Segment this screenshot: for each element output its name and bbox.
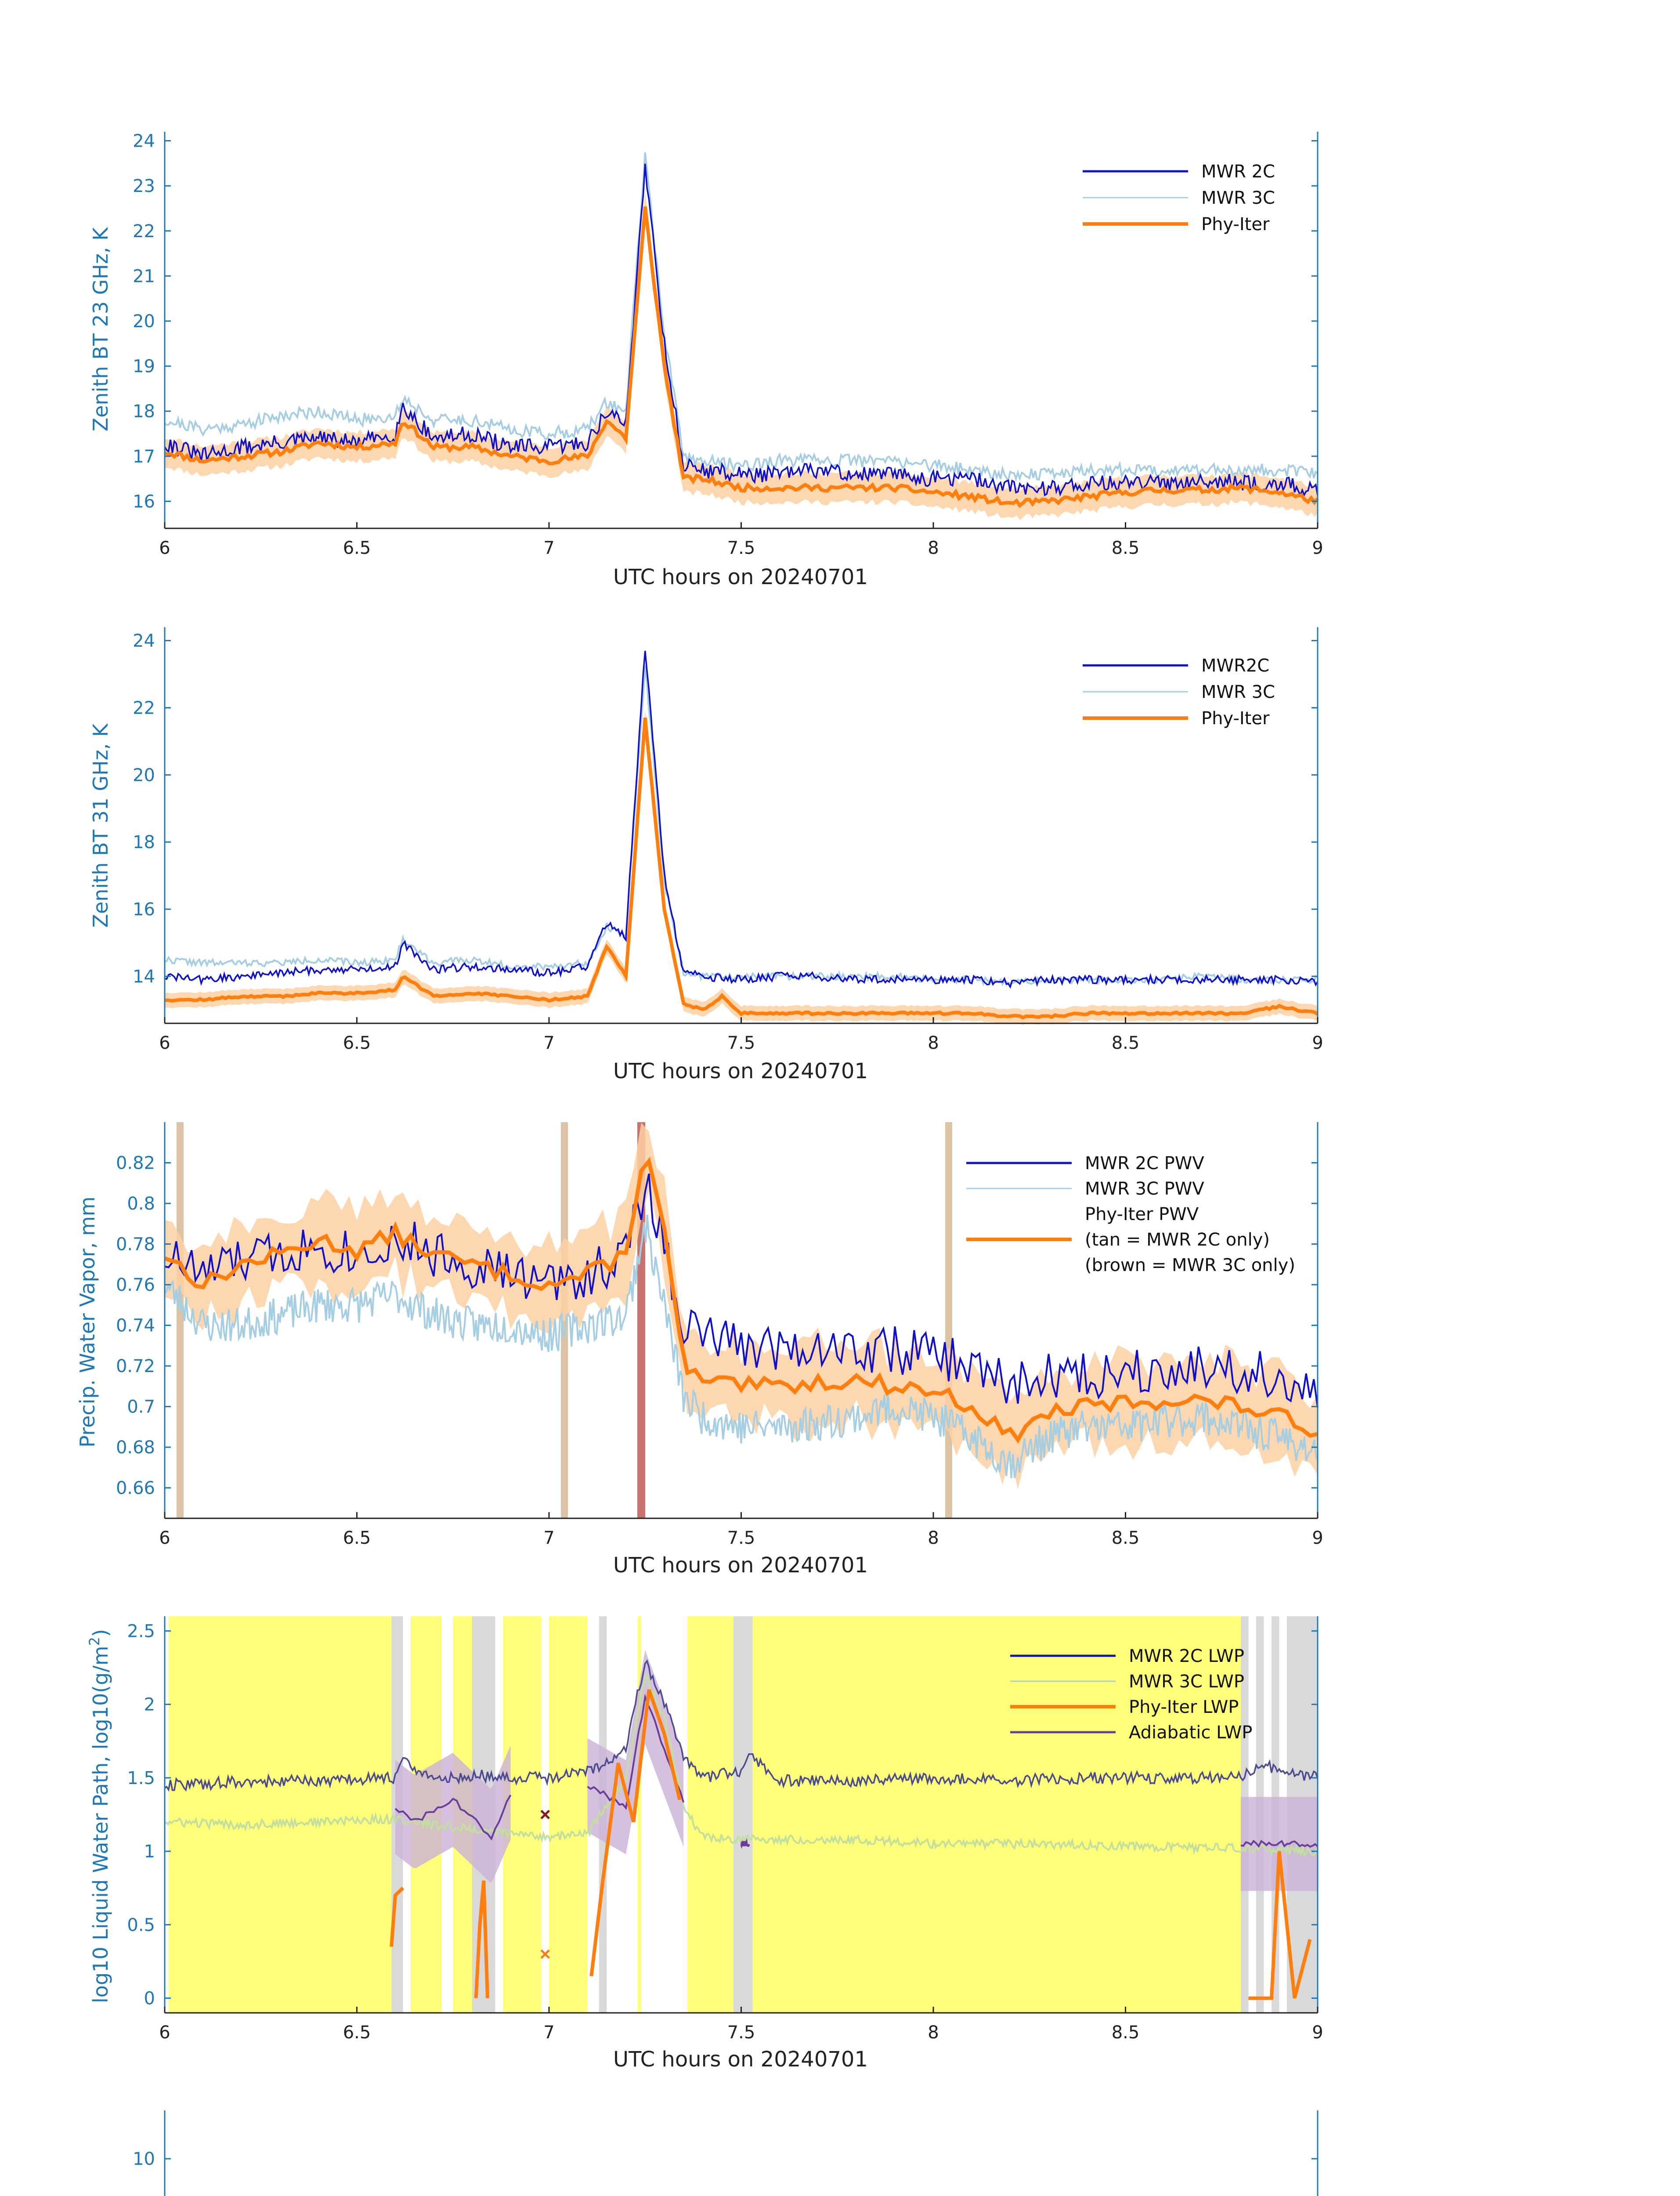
panel-bt31 — [89, 627, 1323, 1084]
pwv-legend — [966, 1153, 1295, 1275]
lwp-legend-entry: Phy-Iter LWP — [1129, 1697, 1239, 1717]
lwp-x-axis-label: UTC hours on 20240701 — [613, 2047, 868, 2072]
pwv-legend-entry: (tan = MWR 2C only) — [1085, 1230, 1270, 1250]
pwv-y-tick-label: 0.76 — [116, 1275, 155, 1296]
pwv-x-axis-label: UTC hours on 20240701 — [613, 1553, 868, 1578]
lwp-y-axis-label-sup: 2 — [86, 1636, 103, 1646]
lwp-marker-x — [541, 1811, 549, 1819]
lwp-x-tick-label: 6 — [159, 2023, 170, 2043]
bt23-x-tick-label: 7 — [543, 538, 555, 558]
bt23-legend-entry: Phy-Iter — [1201, 214, 1270, 235]
bt23-x-tick-label: 7.5 — [727, 538, 755, 558]
bt23-x-tick-label: 9 — [1312, 538, 1323, 558]
bt23-y-tick-label: 20 — [133, 311, 155, 332]
bt23-x-axis-label: UTC hours on 20240701 — [613, 565, 868, 589]
lwp-x-tick-label: 8.5 — [1111, 2023, 1140, 2043]
bt31-x-tick-label: 8.5 — [1111, 1033, 1140, 1053]
pwv-x-tick-label: 6 — [159, 1528, 170, 1548]
lwp-marker-x — [541, 1950, 549, 1958]
bt31-axes-frame — [165, 627, 1318, 1023]
lwp-legend-entry: MWR 3C LWP — [1129, 1672, 1244, 1692]
dq-y-ticks — [133, 2149, 1318, 2196]
lwp-y-axis-label — [86, 1629, 112, 2003]
lwp-x-tick-label: 7 — [543, 2023, 555, 2043]
lwp-y-tick-label: 2 — [144, 1694, 155, 1715]
bt23-uncertainty-bands — [165, 192, 1318, 520]
bt23-y-tick-label: 16 — [133, 491, 155, 512]
pwv-y-tick-label: 0.8 — [127, 1194, 155, 1214]
bt23-y-tick-label: 18 — [133, 401, 155, 422]
bt23-axes-frame — [165, 132, 1318, 528]
panel-pwv — [76, 1122, 1323, 1578]
lwp-clear-sky-span — [169, 1616, 392, 2013]
pwv-x-tick-label: 9 — [1312, 1528, 1323, 1548]
pwv-x-tick-label: 8.5 — [1111, 1528, 1140, 1548]
bt23-x-ticks — [159, 522, 1323, 558]
bt23-legend-entry: MWR 2C — [1201, 162, 1275, 182]
pwv-y-tick-label: 0.82 — [116, 1153, 155, 1174]
bt31-legend — [1083, 656, 1275, 729]
bt23-y-axis-label: Zenith BT 23 GHz, K — [89, 227, 112, 432]
pwv-legend-entry: (brown = MWR 3C only) — [1085, 1255, 1295, 1275]
pwv-y-tick-label: 0.72 — [116, 1356, 155, 1377]
pwv-legend-entry: Phy-Iter PWV — [1085, 1204, 1199, 1224]
bt31-y-tick-label: 20 — [133, 765, 155, 786]
pwv-x-ticks — [159, 1512, 1323, 1548]
bt23-x-tick-label: 8 — [928, 538, 939, 558]
bt31-y-tick-label: 18 — [133, 832, 155, 853]
lwp-y-axis-label-main: log10 Liquid Water Path, log10(g/m — [89, 1646, 112, 2003]
lwp-y-tick-label: 1 — [144, 1842, 155, 1862]
bt31-y-axis-label: Zenith BT 31 GHz, K — [89, 723, 112, 928]
bt31-x-ticks — [159, 1017, 1323, 1053]
lwp-clear-sky-span — [687, 1616, 733, 2013]
lwp-legend-entry: Adiabatic LWP — [1129, 1723, 1253, 1743]
panel-lwp — [86, 1616, 1323, 2072]
pwv-x-tick-label: 6.5 — [343, 1528, 371, 1548]
bt31-x-axis-label: UTC hours on 20240701 — [613, 1059, 868, 1084]
lwp-legend-entry: MWR 2C LWP — [1129, 1646, 1244, 1666]
bt23-y-tick-label: 22 — [133, 221, 155, 242]
bt23-x-tick-label: 6.5 — [343, 538, 371, 558]
bt31-legend-entry: Phy-Iter — [1201, 708, 1270, 729]
pwv-y-axis-label: Precip. Water Vapor, mm — [76, 1196, 99, 1448]
pwv-tan-marker — [945, 1122, 952, 1518]
panel-bt23 — [89, 131, 1323, 589]
pwv-x-tick-label: 7.5 — [727, 1528, 755, 1548]
bt31-x-tick-label: 7 — [543, 1033, 555, 1053]
dq-axes-frame — [165, 2110, 1318, 2196]
bt23-legend-entry: MWR 3C — [1201, 188, 1275, 208]
bt23-y-tick-label: 24 — [133, 131, 155, 152]
bt31-legend-entry: MWR 3C — [1201, 682, 1275, 702]
pwv-legend-entry: MWR 3C PWV — [1085, 1179, 1204, 1199]
bt31-legend-entry: MWR2C — [1201, 656, 1270, 676]
bt31-y-tick-label: 16 — [133, 899, 155, 920]
bt31-y-ticks — [133, 631, 1318, 987]
bt31-series-phy-iter — [165, 718, 1318, 1018]
bt23-x-tick-label: 8.5 — [1111, 538, 1140, 558]
bt31-x-tick-label: 8 — [928, 1033, 939, 1053]
lwp-x-tick-label: 9 — [1312, 2023, 1323, 2043]
bt31-y-tick-label: 14 — [133, 966, 155, 987]
lwp-clear-sky-span — [549, 1616, 588, 2013]
pwv-y-tick-label: 0.68 — [116, 1438, 155, 1458]
bt31-series-mwr-3c — [165, 666, 1318, 984]
lwp-x-tick-label: 6.5 — [343, 2023, 371, 2043]
bt31-x-tick-label: 7.5 — [727, 1033, 755, 1053]
lwp-y-tick-label: 0 — [144, 1988, 155, 2009]
lwp-y-axis-label-end: ) — [89, 1629, 112, 1637]
dq-y-tick-label: 10 — [133, 2149, 155, 2170]
bt31-series-mwr2c — [165, 651, 1318, 987]
bt31-x-tick-label: 6 — [159, 1033, 170, 1053]
bt23-series-phy-iter — [165, 207, 1318, 506]
bt31-x-tick-label: 9 — [1312, 1033, 1323, 1053]
bt23-x-tick-label: 6 — [159, 538, 170, 558]
lwp-y-tick-label: 1.5 — [127, 1768, 155, 1788]
pwv-tan-marker — [177, 1122, 184, 1518]
lwp-markers — [541, 1811, 549, 1958]
bt23-y-tick-label: 17 — [133, 446, 155, 467]
bt31-y-tick-label: 22 — [133, 698, 155, 719]
bt23-y-tick-label: 19 — [133, 356, 155, 377]
pwv-y-tick-label: 0.78 — [116, 1234, 155, 1255]
pwv-y-tick-label: 0.7 — [127, 1397, 155, 1417]
bt23-y-tick-label: 23 — [133, 176, 155, 197]
bt31-x-tick-label: 6.5 — [343, 1033, 371, 1053]
pwv-x-tick-label: 8 — [928, 1528, 939, 1548]
pwv-y-tick-label: 0.74 — [116, 1315, 155, 1336]
bt23-y-tick-label: 21 — [133, 266, 155, 287]
panel-dq-flag — [89, 2110, 1326, 2196]
bt31-y-tick-label: 24 — [133, 631, 155, 651]
lwp-missing-data-span — [733, 1616, 753, 2013]
lwp-y-tick-label: 2.5 — [127, 1621, 155, 1642]
bt23-legend — [1083, 162, 1275, 235]
bt23-phy-iter-band — [165, 192, 1318, 520]
lwp-y-tick-label: 0.5 — [127, 1915, 155, 1936]
pwv-legend-entry: MWR 2C PWV — [1085, 1153, 1204, 1174]
pwv-y-tick-label: 0.66 — [116, 1478, 155, 1499]
pwv-x-tick-label: 7 — [543, 1528, 555, 1548]
bt31-series-lines — [165, 651, 1318, 1018]
lwp-x-tick-label: 8 — [928, 2023, 939, 2043]
lwp-x-tick-label: 7.5 — [727, 2023, 755, 2043]
